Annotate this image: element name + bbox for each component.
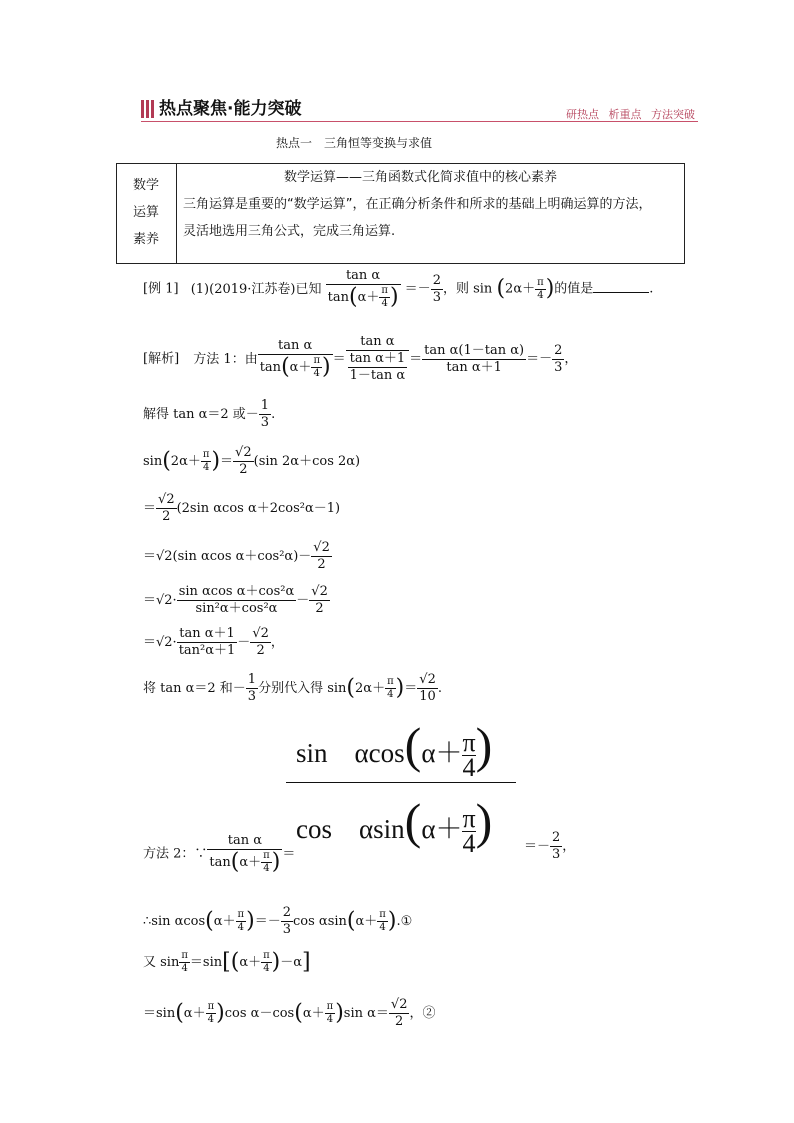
fraction: $\frac{\text{tan α(1－tan α)}}{\text{tan α＋1}}$ bbox=[424, 342, 525, 375]
box-label: 素养 bbox=[132, 232, 159, 247]
big-formula-denominator: cos αsin(α＋ $\frac{\pi}{4}$) bbox=[296, 793, 493, 859]
box-divider bbox=[176, 163, 177, 263]
section-title: 热点一 三角恒等变换与求值 bbox=[276, 136, 433, 150]
header-rule bbox=[141, 121, 698, 122]
big-formula-numerator: sin αcos(α＋ $\frac{\pi}{4}$) bbox=[296, 717, 493, 783]
box-line: 三角运算是重要的“数学运算”，在正确分析条件和所求的基础上明确运算的方法， bbox=[183, 197, 652, 212]
condition-value: ＝－ bbox=[404, 281, 431, 297]
fraction: tan α tan(α＋ $\frac{\pi}{4}$ ) bbox=[209, 833, 281, 875]
method2-value: ＝－ $\frac{2}{3}$ ， bbox=[524, 830, 576, 862]
example-source: (1)(2019·江苏卷)已知 bbox=[190, 281, 322, 297]
box-heading: 数学运算——三角函数式化简求值中的核心素养 bbox=[284, 170, 558, 185]
fraction: $\frac{\pi}{4}$ bbox=[537, 276, 544, 301]
equation-line: 又 sin $\frac{\pi}{4}$ ＝sin[(α＋ $\frac{\pi}{4}$ )－α] bbox=[143, 949, 311, 975]
solution-line: [解析] 方法 1：由 tan α tan(α＋ $\frac{\pi}{4}$ ) ＝ $\frac{\text{tan α}}{\frac{\text{tan α＋1}}{\text{1－tan α}}}$ ＝ $\frac{\text{tan α(1－tan α)}}{\text{tan α＋1}}$ ＝－ $\frac{2}{3}$ ， bbox=[143, 334, 578, 383]
equation-line: ＝√2(sin αcos α＋cos²α)－ $\frac{√2}{2}$ bbox=[143, 540, 330, 572]
equation-line: ∴sin αcos(α＋ $\frac{\pi}{4}$ )＝－ $\frac{2}{3}$ cos αsin(α＋ $\frac{\pi}{4}$ ).① bbox=[143, 905, 413, 937]
header-link: 析重点 bbox=[608, 108, 642, 121]
equation-line: ＝sin(α＋ $\frac{\pi}{4}$ )cos α－cos(α＋ $\frac{\pi}{4}$ )sin α＝ $\frac{√2}{2}$ ，② bbox=[143, 997, 436, 1029]
header-link: 研热点 bbox=[566, 108, 599, 121]
fraction: $\frac{1}{3}$ bbox=[260, 398, 270, 430]
fraction: $\frac{2}{3}$ bbox=[554, 342, 563, 375]
answer-blank bbox=[593, 292, 649, 293]
fraction: $\frac{\text{tan α}}{\frac{\text{tan α＋1}}{\text{1－tan α}}}$ bbox=[346, 334, 410, 384]
fraction: tan α tan(α＋ $\frac{\pi}{4}$ ) bbox=[259, 338, 331, 380]
equation-line: sin(2α＋ $\frac{\pi}{4}$ )＝ $\frac{√2}{2}$ (sin 2α＋cos 2α) bbox=[143, 445, 361, 477]
result-line: 解得 tan α＝2 或－ $\frac{1}{3}$ . bbox=[143, 398, 276, 430]
box-line: 灵活地选用三角公式，完成三角运算. bbox=[183, 224, 396, 239]
fraction: tan α tan(α＋ $\frac{\pi}{4}$ ) bbox=[327, 268, 399, 310]
fraction: $\frac{2}{3}$ bbox=[432, 272, 441, 305]
solution-label: [解析] bbox=[143, 351, 180, 367]
header-link: 方法突破 bbox=[651, 108, 695, 121]
equation-line: ＝ $\frac{√2}{2}$ (2sin αcos α＋2cos²α－1) bbox=[143, 492, 341, 524]
then-text: ，则 sin bbox=[442, 281, 493, 297]
page-title: 热点聚焦·能力突破 bbox=[159, 99, 302, 119]
box-label: 数学 bbox=[132, 178, 159, 193]
equation-line: ＝√2· $\frac{\text{sin αcos α＋cos²α}}{\text{sin²α＋cos²α}}$ － $\frac{√2}{2}$ bbox=[143, 584, 328, 616]
method2-line: 方法 2：∵ tan α tan(α＋ $\frac{\pi}{4}$ ) ＝ bbox=[143, 833, 296, 875]
header-decoration bbox=[141, 100, 155, 118]
header-links bbox=[566, 106, 695, 122]
big-fraction-bar bbox=[286, 782, 516, 783]
substitute-line: 将 tan α＝2 和－ $\frac{1}{3}$ 分别代入得 sin(2α＋ $\frac{\pi}{4}$ )＝ $\frac{√2}{10}$ . bbox=[143, 672, 442, 704]
example-line: [例 1] (1)(2019·江苏卷)已知 tan α tan(α＋ $\frac{\pi}{4}$ ) ＝－ $\frac{2}{3}$ ，则 sin (2α＋ $\frac{\pi}{4}$ )的值是 . bbox=[143, 268, 654, 310]
example-label: [例 1] bbox=[143, 281, 179, 297]
equation-line: ＝√2· $\frac{\text{tan α＋1}}{\text{tan²α＋1}}$ － $\frac{√2}{2}$ ， bbox=[143, 626, 284, 658]
box-label: 运算 bbox=[132, 205, 159, 220]
ask-text: 的值是 bbox=[554, 281, 594, 297]
